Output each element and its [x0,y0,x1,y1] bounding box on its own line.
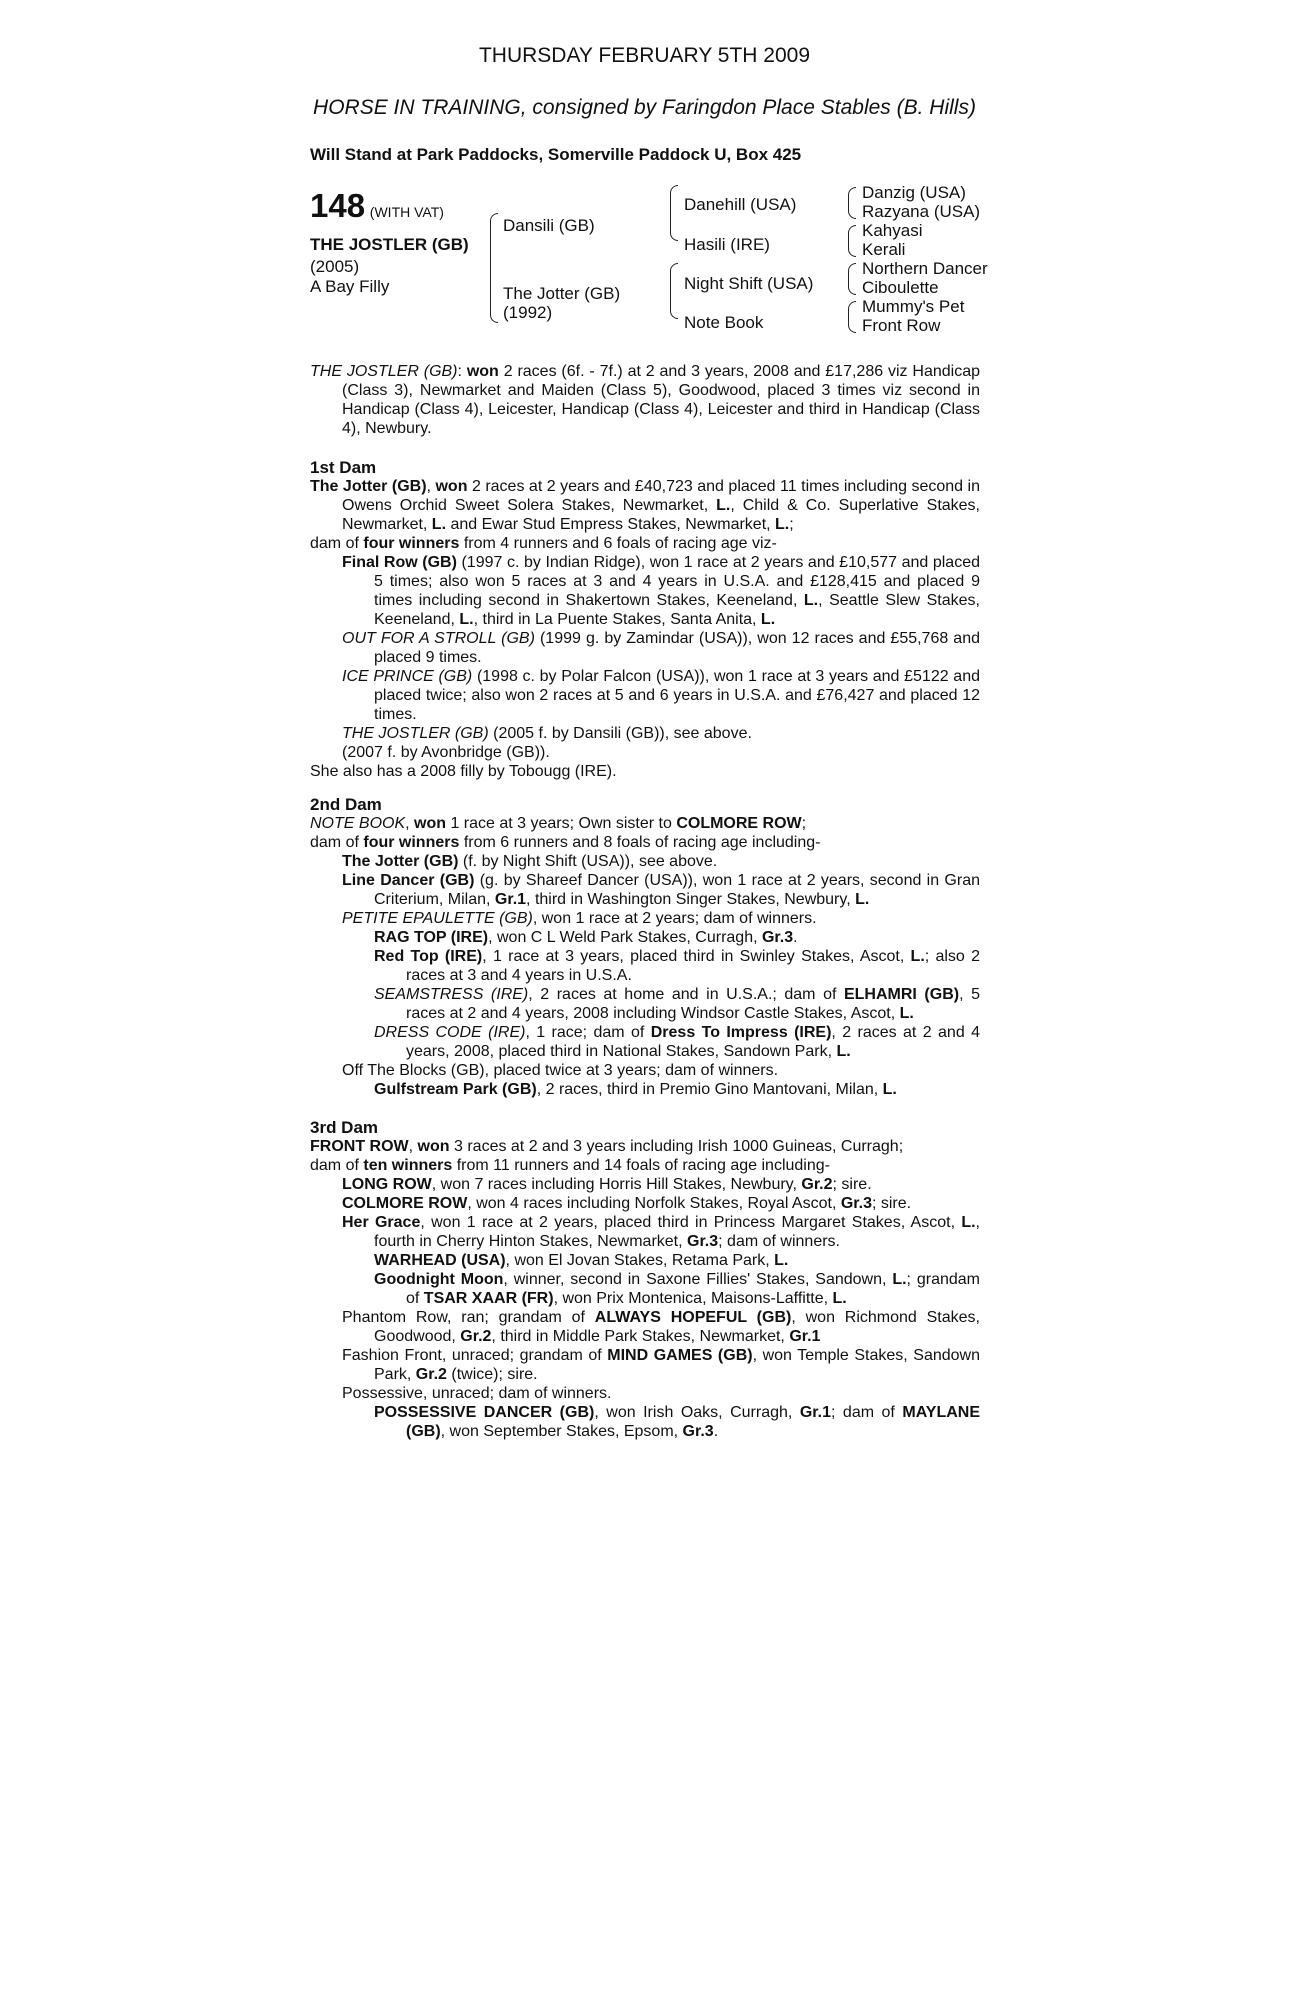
brace-2a [670,185,678,241]
list-item: ICE PRINCE (GB) (1998 c. by Polar Falcon (USA)), won 1 race at 3 years and £5122 and placed twice; also won 2 races at 5 and 6 years in U.S.A. and £76,427 and placed 12 times. [342,668,980,723]
vat-note: (WITH VAT) [369,204,444,220]
ped-ssd: Razyana (USA) [862,202,981,221]
dam-dam: Note Book [684,313,764,332]
list-item: OUT FOR A STROLL (GB) (1999 g. by Zamindar (USA)), won 12 races and £55,768 and placed 9 times. [342,630,980,666]
third-dam-section: 3rd Dam FRONT ROW, won 3 races at 2 and 3 years including Irish 1000 Guineas, Curragh; dam of ten winners from 11 runners and 14 foals of racing age including- LONG ROW, won 7 races including Horris Hill Stakes, Newbury, Gr.2; sire. COLMORE ROW, won 4 races including Norfolk Stakes, Royal Ascot, Gr.3; sire. Her Grace, won 1 race at 2 years, placed third in Princess Margaret Stakes, Ascot, L., fourth in Cherry Hinton Stakes, Newmarket, Gr.3; dam of winners. WARHEAD (USA), won El Jovan Stakes, Retama Park, L. Goodnight Moon, winner, second in Saxone Fillies' Stakes, Sandown, L.; grandam of TSAR XAAR (FR), won Prix Montenica, Maisons-Laffitte, L. Phantom Row, ran; grandam of ALWAYS HOPEFUL (GB), won Richmond Stakes, Goodwood, Gr.2, third in Middle Park Stakes, Newmarket, Gr.1 Fashion Front, unraced; grandam of MIND GAMES (GB), won Temple Stakes, Sandown Park, Gr.2 (twice); sire. Possessive, unraced; dam of winners. POSSESSIVE DANCER (GB), won Irish Oaks, Curragh, Gr.1; dam of MAYLANE (GB), won September Stakes, Epsom, Gr.3. [310,1118,980,1440]
ped-dsd: Ciboulette [862,278,939,297]
first-dam-section: 1st Dam The Jotter (GB), won 2 races at 2 years and £40,723 and placed 11 times including second in Owens Orchid Sweet Solera Stakes, Newmarket, L., Child & Co. Superlative Stakes, Newmarket, L. and Ewar Stud Empress Stakes, Newmarket, L.; dam of four winners from 4 runners and 6 foals of racing age viz- Final Row (GB) (1997 c. by Indian Ridge), won 1 race at 2 years and £10,577 and placed 5 times; also won 5 races at 3 and 4 years in U.S.A. and £128,415 and placed 9 times including second in Shakertown Stakes, Keeneland, L., Seattle Slew Stakes, Keeneland, L., third in La Puente Stakes, Santa Anita, L. OUT FOR A STROLL (GB) (1999 g. by Zamindar (USA)), won 12 races and £55,768 and placed 9 times. ICE PRINCE (GB) (1998 c. by Polar Falcon (USA)), won 1 race at 3 years and £5122 and placed twice; also won 2 races at 5 and 6 years in U.S.A. and £76,427 and placed 12 times. THE JOSTLER (GB) (2005 f. by Dansili (GB)), see above. (2007 f. by Avonbridge (GB)). She also has a 2008 filly by Tobougg (IRE). [310,458,981,780]
list-item: Phantom Row, ran; grandam of ALWAYS HOPEFUL (GB), won Richmond Stakes, Goodwood, Gr.2, third in Middle Park Stakes, Newmarket, Gr.1 [342,1309,980,1345]
list-item: Off The Blocks (GB), placed twice at 3 years; dam of winners. [342,1062,779,1079]
dam: The Jotter (GB) [503,284,621,303]
brace-2b [670,263,678,319]
ped-sss: Danzig (USA) [862,183,966,202]
list-item: PETITE EPAULETTE (GB), won 1 race at 2 years; dam of winners. [342,910,817,927]
brace-3d [848,301,856,333]
racing-record: THE JOSTLER (GB): won 2 races (6f. - 7f.) at 2 and 3 years, 2008 and £17,286 viz Handicap (Class 3), Newmarket and Maiden (Class 5), Goodwood, placed 3 times viz second in Handicap (Class 4), Leicester, Handicap (Class 4), Leicester and third in Handicap (Class 4), Newbury. [310,363,980,437]
list-item: THE JOSTLER (GB) (2005 f. by Dansili (GB)), see above. [342,725,752,742]
list-item: Goodnight Moon, winner, second in Saxone Fillies' Stakes, Sandown, L.; grandam of TSAR XAAR (FR), won Prix Montenica, Maisons-Laffitte, L. [374,1271,980,1307]
section-heading: 2nd Dam [310,795,382,814]
stand-location: Will Stand at Park Paddocks, Somerville Paddock U, Box 425 [310,145,802,164]
list-item: WARHEAD (USA), won El Jovan Stakes, Retama Park, L. [374,1252,789,1269]
pedigree-table [310,185,990,350]
list-item: POSSESSIVE DANCER (GB), won Irish Oaks, Curragh, Gr.1; dam of MAYLANE (GB), won September Stakes, Epsom, Gr.3. [374,1404,980,1440]
list-item: DRESS CODE (IRE), 1 race; dam of Dress To Impress (IRE), 2 races at 2 and 4 years, 2008, placed third in National Stakes, Sandown Park, L. [374,1024,981,1060]
list-item: She also has a 2008 filly by Tobougg (IRE). [310,763,617,780]
brace-1 [490,213,498,323]
ped-sds: Kahyasi [862,221,923,240]
horse-name: THE JOSTLER (GB) [310,235,469,254]
second-dam-section: 2nd Dam NOTE BOOK, won 1 race at 3 years; Own sister to COLMORE ROW; dam of four winners from 6 runners and 8 foals of racing age including- The Jotter (GB) (f. by Night Shift (USA)), see above. Line Dancer (GB) (g. by Shareef Dancer (USA)), won 1 race at 2 years, second in Gran Criterium, Milan, Gr.1, third in Washington Singer Stakes, Newbury, L. PETITE EPAULETTE (GB), won 1 race at 2 years; dam of winners. RAG TOP (IRE), won C L Weld Park Stakes, Curragh, Gr.3. Red Top (IRE), 1 race at 3 years, placed third in Swinley Stakes, Ascot, L.; also 2 races at 3 and 4 years in U.S.A. SEAMSTRESS (IRE), 2 races at home and in U.S.A.; dam of ELHAMRI (GB), 5 races at 2 and 4 years, 2008 including Windsor Castle Stakes, Ascot, L. DRESS CODE (IRE), 1 race; dam of Dress To Impress (IRE), 2 races at 2 and 4 years, 2008, placed third in National Stakes, Sandown Park, L. Off The Blocks (GB), placed twice at 3 years; dam of winners. Gulfstream Park (GB), 2 races, third in Premio Gino Mantovani, Milan, L. [310,795,981,1098]
brace-3b [848,225,856,257]
foaling-year: (2005) [310,257,360,276]
list-item: SEAMSTRESS (IRE), 2 races at home and in U.S.A.; dam of ELHAMRI (GB), 5 races at 2 and 4 years, 2008 including Windsor Castle Stakes, Ascot, L. [374,986,980,1022]
racing-horse-name: THE JOSTLER (GB) [310,363,458,380]
ped-dds: Mummy's Pet [862,297,965,316]
list-item: Gulfstream Park (GB), 2 races, third in Premio Gino Mantovani, Milan, L. [374,1081,897,1098]
list-item: COLMORE ROW, won 4 races including Norfolk Stakes, Royal Ascot, Gr.3; sire. [342,1195,912,1212]
list-item: RAG TOP (IRE), won C L Weld Park Stakes, Curragh, Gr.3. [374,929,798,946]
list-item: Fashion Front, unraced; grandam of MIND GAMES (GB), won Temple Stakes, Sandown Park, Gr.2 (twice); sire. [342,1347,980,1383]
list-item: Line Dancer (GB) (g. by Shareef Dancer (USA)), won 1 race at 2 years, second in Gran Criterium, Milan, Gr.1, third in Washington Singer Stakes, Newbury, L. [342,872,980,908]
dam-sire: Night Shift (USA) [684,274,814,293]
sire: Dansili (GB) [503,216,595,235]
list-item: LONG ROW, won 7 races including Horris Hill Stakes, Newbury, Gr.2; sire. [342,1176,872,1193]
list-item: Final Row (GB) (1997 c. by Indian Ridge), won 1 race at 2 years and £10,577 and placed 5 times; also won 5 races at 3 and 4 years in U.S.A. and £128,415 and placed 9 times including second in Shakertown Stakes, Keeneland, L., Seattle Slew Stakes, Keeneland, L., third in La Puente Stakes, Santa Anita, L. [342,554,981,628]
list-item: Possessive, unraced; dam of winners. [342,1385,612,1402]
sire-sire: Danehill (USA) [684,195,797,214]
ped-dss: Northern Dancer [862,259,988,278]
list-item: (2007 f. by Avonbridge (GB)). [342,744,550,761]
consignment-title: HORSE IN TRAINING, consigned by Faringdon Place Stables (B. Hills) [313,96,976,119]
list-item: The Jotter (GB) (f. by Night Shift (USA)), see above. [342,853,718,870]
brace-3a [848,187,856,219]
lot-number: 148 [310,187,366,224]
section-heading: 3rd Dam [310,1118,379,1137]
ped-ddd: Front Row [862,316,941,335]
list-item: Her Grace, won 1 race at 2 years, placed third in Princess Margaret Stakes, Ascot, L., fourth in Cherry Hinton Stakes, Newmarket, Gr.3; dam of winners. [342,1214,980,1250]
dam-year: (1992) [503,303,553,322]
section-heading: 1st Dam [310,458,377,477]
brace-3c [848,263,856,295]
ped-sdd: Kerali [862,240,906,259]
sire-dam: Hasili (IRE) [684,235,770,254]
sale-date: THURSDAY FEBRUARY 5TH 2009 [478,44,811,67]
horse-description: A Bay Filly [310,277,390,296]
list-item: Red Top (IRE), 1 race at 3 years, placed third in Swinley Stakes, Ascot, L.; also 2 races at 3 and 4 years in U.S.A. [374,948,980,984]
